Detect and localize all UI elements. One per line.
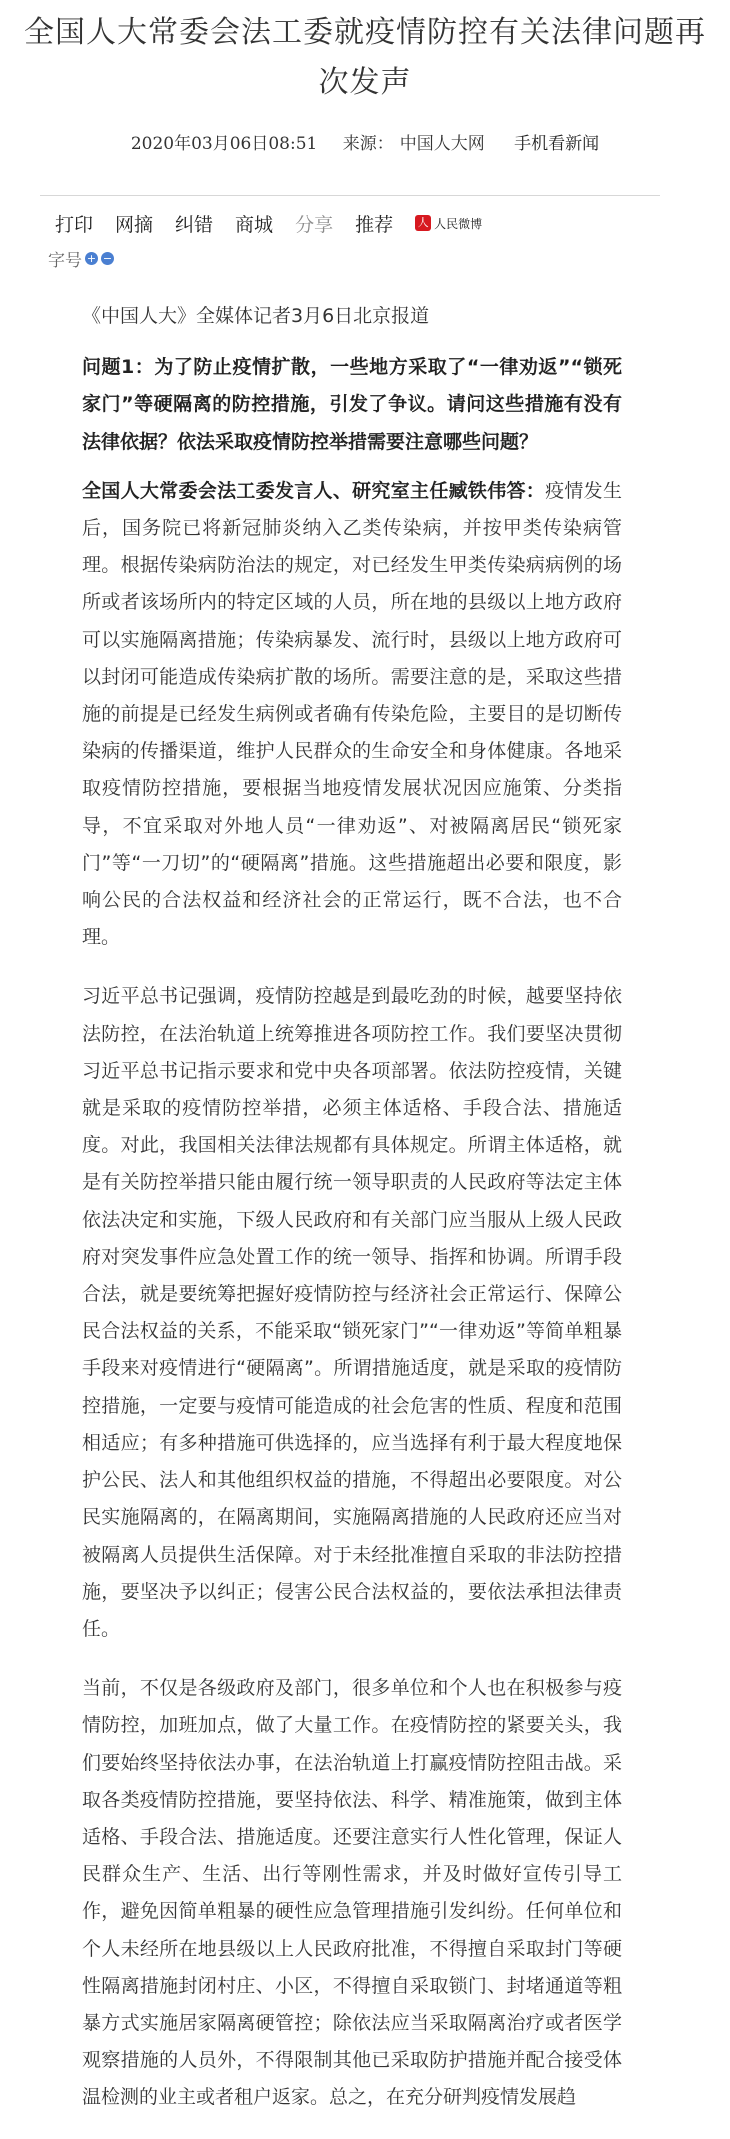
source-link[interactable]: 中国人大网 <box>399 134 485 154</box>
recommend-button[interactable]: 推荐 <box>355 213 394 236</box>
font-decrease-icon[interactable]: − <box>102 252 113 265</box>
print-button[interactable]: 打印 <box>55 213 94 236</box>
answer-text-1: 疫情发生后，国务院已将新冠肺炎纳入乙类传染病，并按甲类传染病管理。根据传染病防治法的规定，对已经发生甲类传染病病例的场所或者该场所内的特定区域的人员，所在地的县级以上地方政府可以实施隔离措施；传染病暴发、流行时，县级以上地方政府可以封闭可能造成传染病扩散的场所。需要注意的是，采取这些措施的前提是已经发生病例或者确有传染危险，主要目的是切断传染病的传播渠道，维护人民群众的生命安全和身体健康。各地采取疫情防控措施，要根据当地疫情发展状况因应施策、分类指导，不宜采取对外地人员“一律劝返”、对被隔离居民“锁死家门”等“一刀切”的“硬隔离”措施。这些措施超出必要和限度，影响公民的合法权益和经济社会的正常运行，既不合法，也不合理。 <box>82 479 622 949</box>
question-paragraph: 问题1：为了防止疫情扩散，一些地方采取了“一律劝返”“锁死家门”等硬隔离的防控措施，引发了争议。请问这些措施有没有法律依据？依法采取疫情防控举措需要注意哪些问题？ <box>82 356 622 453</box>
font-size-control <box>48 246 114 271</box>
share-button[interactable]: 分享 <box>295 213 334 236</box>
article-toolbar <box>55 208 482 238</box>
answer-paragraph-3: 当前，不仅是各级政府及部门，很多单位和个人也在积极参与疫情防控，加班加点，做了大量工作。在疫情防控的紧要关头，我们要始终坚持依法办事，在法治轨道上打赢疫情防控阻击战。采取各类疫情防控措施，要坚持依法、科学、精准施策，做到主体适格、手段合法、措施适度。还要注意实行人性化管理，保证人民群众生产、生活、出行等刚性需求，并及时做好宣传引导工作，避免因简单粗暴的硬性应急管理措施引发纠纷。任何单位和个人未经所在地县级以上人民政府批准，不得擅自采取封门等硬性隔离措施封闭村庄、小区，不得擅自采取锁门、封堵通道等粗暴方式实施居家隔离硬管控；除依法应当采取隔离治疗或者医学观察措施的人员外，不得限制其他已采取防护措施并配合接受体温检测的业主或者租户返家。总之，在充分研判疫情发展趋 <box>82 1677 622 2109</box>
font-increase-icon[interactable]: + <box>86 252 97 265</box>
answer-paragraph-1 <box>82 473 622 957</box>
article-title: 全国人大常委会法工委就疫情防控有关法律问题再次发声 <box>24 15 706 100</box>
source-label: 来源： <box>342 134 394 154</box>
header-divider <box>40 195 660 196</box>
answer-paragraph-2: 习近平总书记强调，疫情防控越是到最吃劲的时候，越要坚持依法防控，在法治轨道上统筹推进各项防控工作。我们要坚决贯彻习近平总书记指示要求和党中央各项部署。依法防控疫情，关键就是采取的疫情防控举措，必须主体适格、手段合法、措施适度。对此，我国相关法律法规都有具体规定。所谓主体适格，就是有关防控举措只能由履行统一领导职责的人民政府等法定主体依法决定和实施，下级人民政府和有关部门应当服从上级人民政府对突发事件应急处置工作的统一领导、指挥和协调。所谓手段合法，就是要统筹把握好疫情防控与经济社会正常运行、保障公民合法权益的关系，不能采取“锁死家门”“一律劝返”等简单粗暴手段来对疫情进行“硬隔离”。所谓措施适度，就是采取的疫情防控措施，一定要与疫情可能造成的社会危害的性质、程度和范围相适应；有多种措施可供选择的，应当选择有利于最大程度地保护公民、法人和其他组织权益的措施，不得超出必要限度。对公民实施隔离的，在隔离期间，实施隔离措施的人民政府还应当对被隔离人员提供生活保障。对于未经批准擅自采取的非法防控措施，要坚决予以纠正；侵害公民合法权益的，要依法承担法律责任。 <box>82 985 622 1640</box>
weibo-icon: 人 <box>415 215 431 231</box>
publish-datetime: 2020年03月06日08:51 <box>130 134 318 154</box>
report-error-button[interactable]: 纠错 <box>175 213 214 236</box>
bookmark-button[interactable]: 网摘 <box>115 213 154 236</box>
font-size-label: 字号 <box>48 251 82 271</box>
article-body <box>82 298 622 2139</box>
weibo-label: 人民微博 <box>434 216 483 231</box>
weibo-share-button[interactable] <box>415 215 482 232</box>
speaker-name: 全国人大常委会法工委发言人、研究室主任臧铁伟答： <box>82 479 546 502</box>
mall-button[interactable]: 商城 <box>235 213 274 236</box>
article-meta <box>0 130 730 158</box>
mobile-news-link[interactable]: 手机看新闻 <box>514 134 600 154</box>
reporter-line: 《中国人大》全媒体记者3月6日北京报道 <box>82 305 430 327</box>
